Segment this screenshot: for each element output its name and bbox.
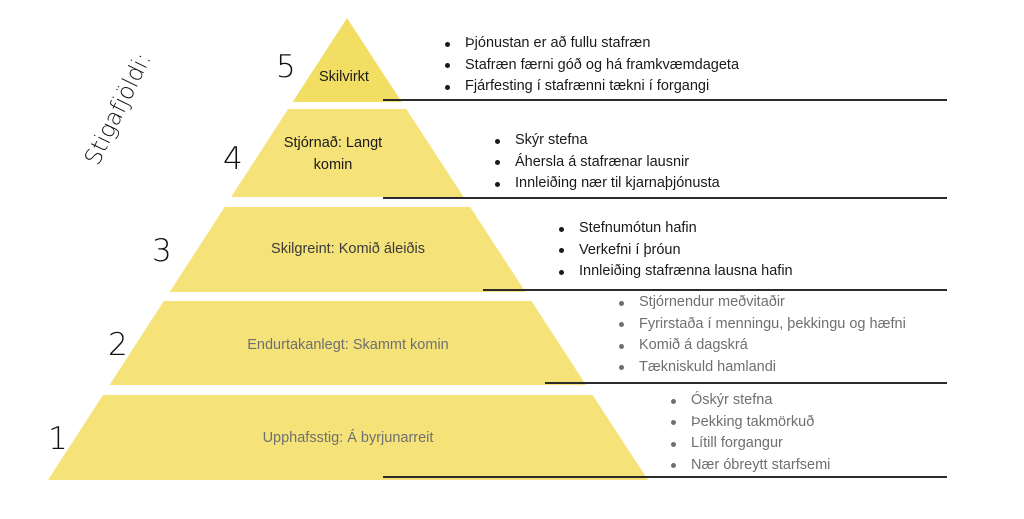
tier-3-divider [483,289,947,291]
level-5-number: 5 [276,49,296,85]
bullet-item: Áhersla á stafrænar lausnir [491,152,720,174]
level-1-label: Upphafsstig: Á byrjunarreit [262,430,434,446]
level-2-label: Endurtakanlegt: Skammt komin [247,337,449,353]
bullet-item: Stafræn færni góð og há framkvæmdageta [441,55,739,77]
bullet-item: Stjórnendur meðvitaðir [615,292,906,314]
bullet-item: Verkefni í þróun [555,240,793,262]
bullet-item: Skýr stefna [491,130,720,152]
bullet-item: Tækniskuld hamlandi [615,357,906,379]
bullet-item: Innleiðing nær til kjarnaþjónusta [491,173,720,195]
level-3-bullets [555,218,793,283]
bullet-item: Fyrirstaða í menningu, þekkingu og hæfni [615,314,906,336]
bullet-item: Þekking takmörkuð [667,412,830,434]
tier-4-divider [383,197,947,199]
level-1-number: 1 [48,421,68,457]
level-3-number: 3 [152,233,172,269]
level-5-bullets [441,33,739,98]
level-3-label: Skilgreint: Komið áleiðis [271,241,425,257]
bullet-item: Stefnumótun hafin [555,218,793,240]
tier-5-divider [383,99,947,101]
tier-2-divider [545,382,947,384]
bullet-item: Lítill forgangur [667,433,830,455]
level-2-bullets [615,292,906,378]
bullet-item: Komið á dagskrá [615,335,906,357]
level-2-number: 2 [108,327,128,363]
tier-1-divider [383,476,947,478]
bullet-item: Óskýr stefna [667,390,830,412]
bullet-item: Nær óbreytt starfsemi [667,455,830,477]
bullet-item: Innleiðing stafrænna lausna hafin [555,261,793,283]
tier-5-shape [293,18,402,102]
bullet-item: Þjónustan er að fullu stafræn [441,33,739,55]
level-4-bullets [491,130,720,195]
level-4-label: Stjórnað: Langt komin [283,135,383,173]
level-1-bullets [667,390,830,476]
level-5-label: Skilvirkt [319,69,369,85]
level-4-number: 4 [223,141,243,177]
axis-title: Stigafjöldi: [80,48,157,170]
bullet-item: Fjárfesting í stafrænni tækni í forgangi [441,76,739,98]
